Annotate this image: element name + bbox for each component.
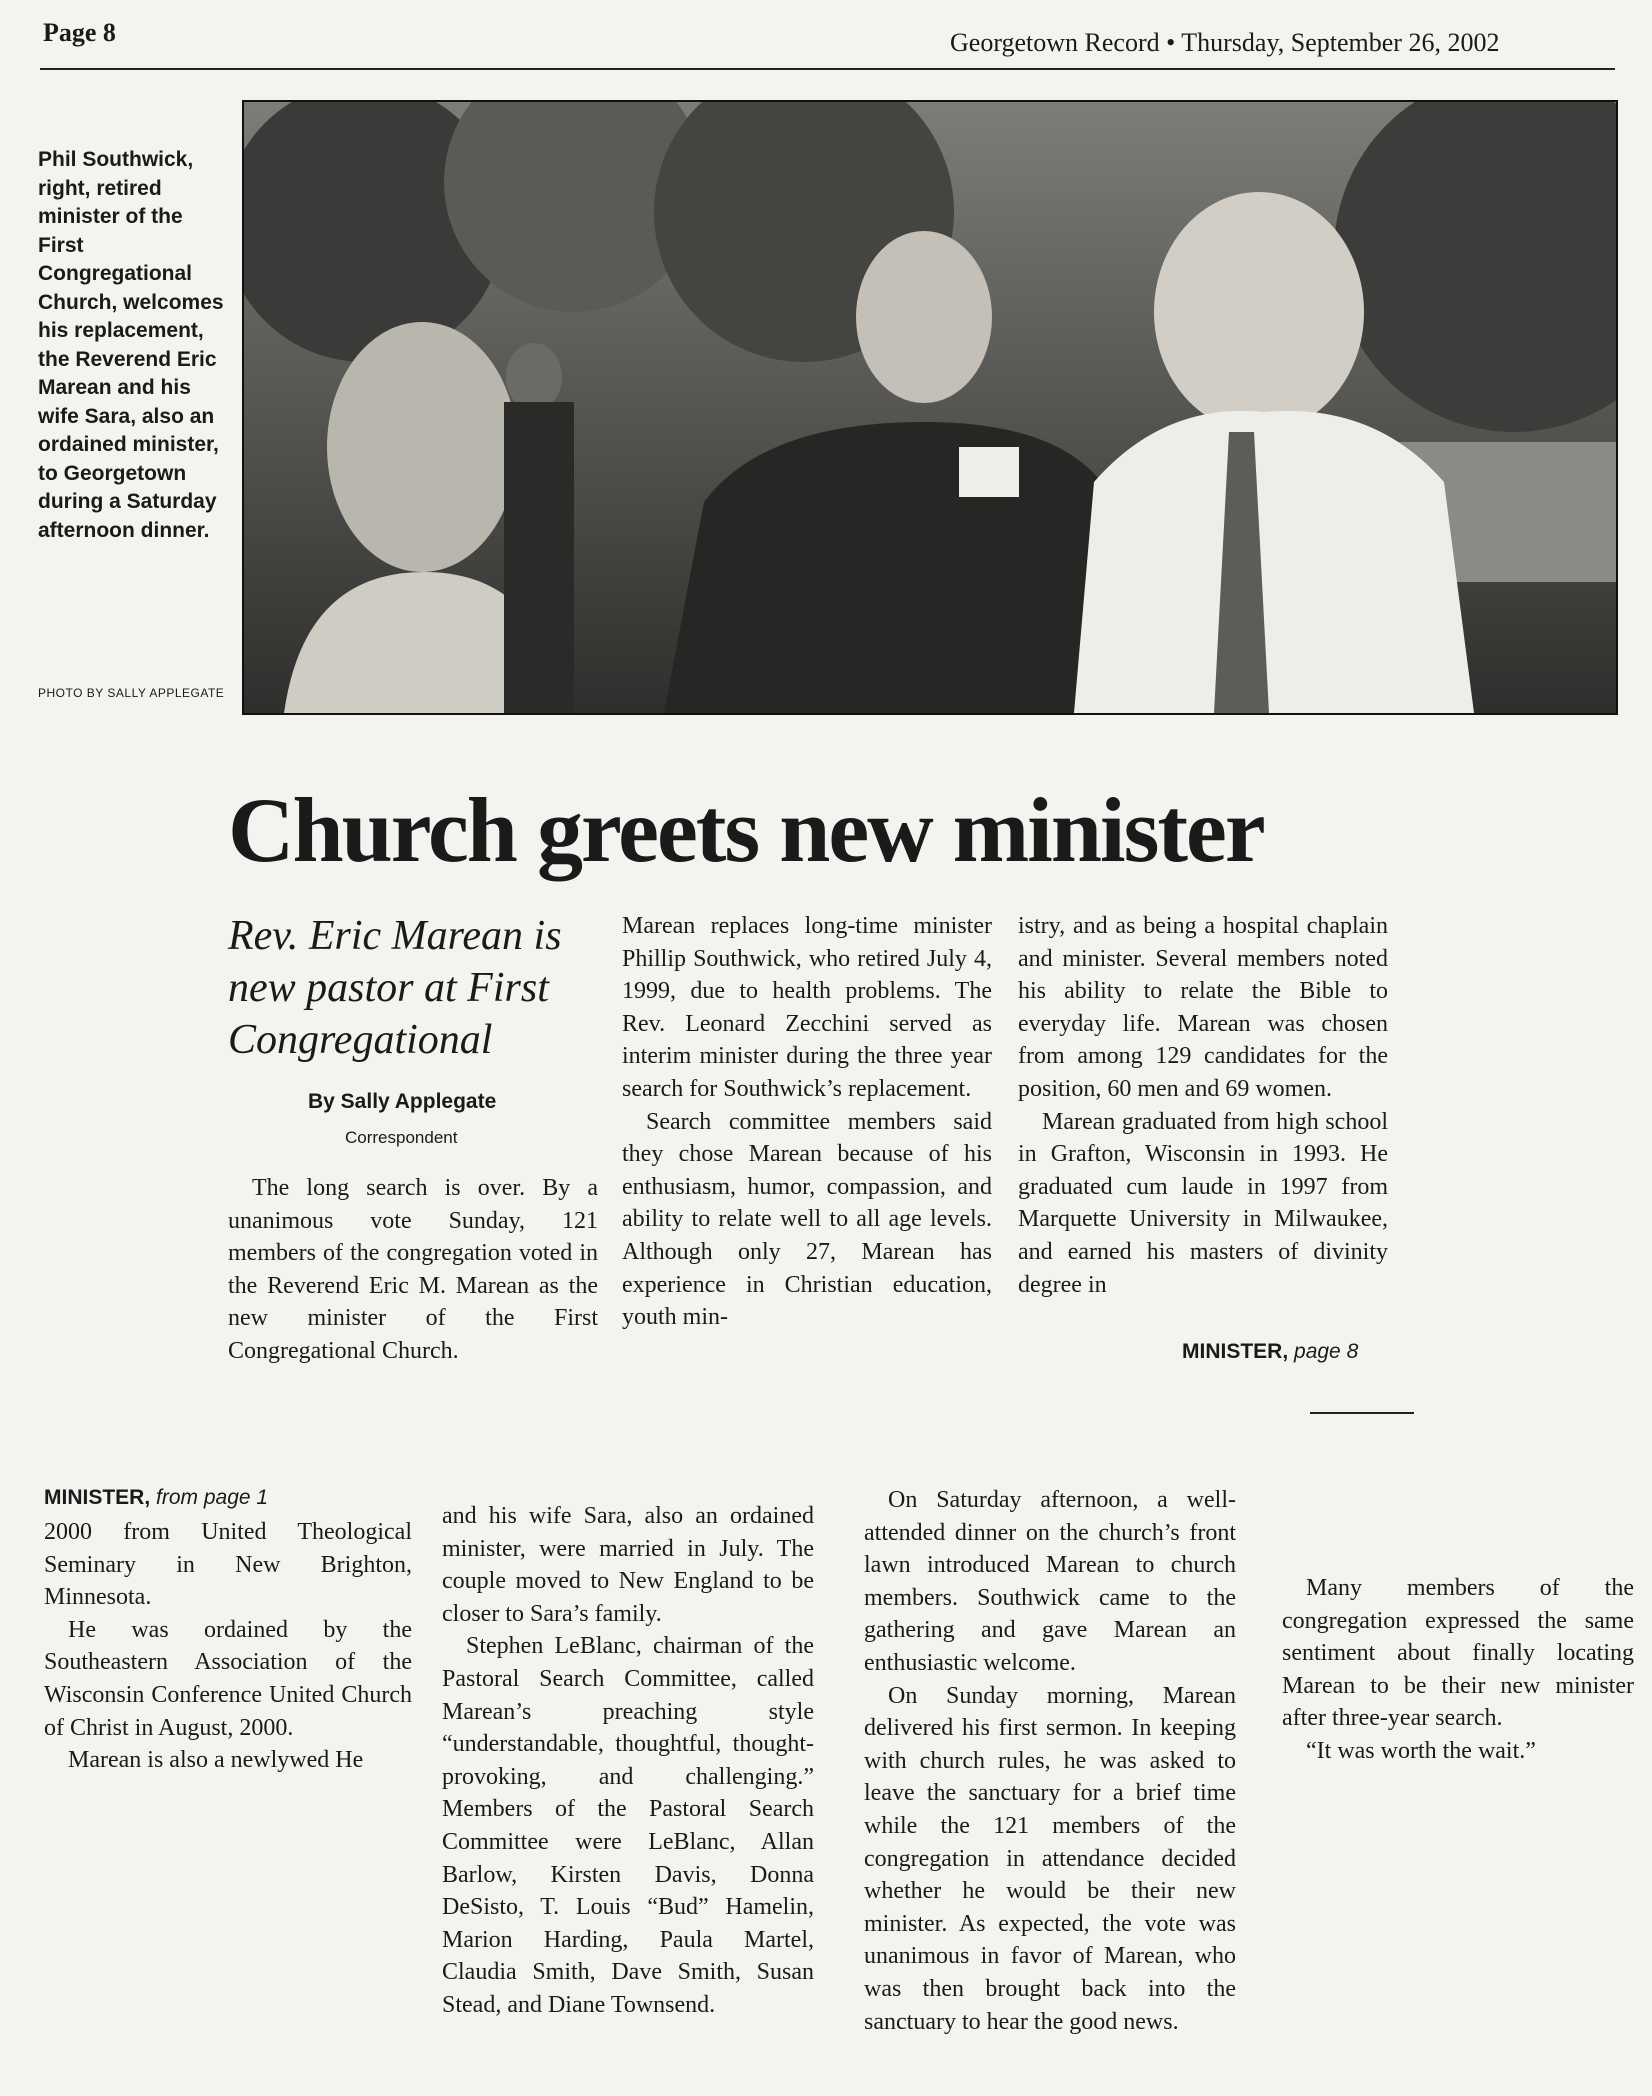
news-photo xyxy=(242,100,1618,715)
headline: Church greets new minister xyxy=(228,779,1264,881)
byline: By Sally Applegate xyxy=(308,1090,497,1113)
jump-page: page 8 xyxy=(1294,1340,1359,1363)
byline-title: Correspondent xyxy=(345,1128,458,1147)
section-divider xyxy=(1310,1412,1414,1414)
paragraph: He was ordained by the Southeastern Association of the Wisconsin Conference United Church of Christ in August, 2000. xyxy=(44,1616,412,1741)
jump-line-in[interactable] xyxy=(44,1486,268,1510)
jump-label: MINISTER, xyxy=(44,1486,151,1509)
article-column-3 xyxy=(1018,910,1388,1301)
paragraph: Marean graduated from high school in Grafton, Wisconsin in 1993. He graduated cum laude in 1997 from Marquette University in Milwaukee, and earned his masters of divinity degree in xyxy=(1018,1108,1388,1298)
paragraph: 2000 from United Theological Seminary in New Brighton, Minnesota. xyxy=(44,1519,412,1611)
paragraph: and his wife Sara, also an ordained minister, were married in July. The couple moved to New England to be closer to Sara’s family. xyxy=(442,1503,814,1627)
paragraph: Stephen LeBlanc, chairman of the Pastoral Search Committee, called Marean’s preaching style “understandable, thoughtful, thought-provoking, and challenging.” Members of the Pastoral Search Committee were LeBlanc, Allan Barlow, Kirsten Davis, Donna DeSisto, T. Louis “Bud” Hamelin, Marion Harding, Paula Martel, Claudia Smith, Dave Smith, Susan Stead, and Diane Townsend. xyxy=(442,1633,814,2018)
continuation-column-3 xyxy=(864,1484,1236,2038)
dateline: Georgetown Record • Thursday, September 26, 2002 xyxy=(950,28,1500,57)
photo-illustration xyxy=(244,102,1616,713)
paragraph: Search committee members said they chose Marean because of his enthusiasm, humor, compassion, and ability to relate well to all age levels. Although only 27, Marean has experience in Christian education, youth min- xyxy=(622,1108,992,1331)
paragraph: On Sunday morning, Marean delivered his first sermon. In keeping with church rules, he was asked to leave the sanctuary for a brief time while the 121 members of the congregation in attendance decided whether he would be their new minister. As expected, the vote was unanimous in favor of Marean, who was then brought back into the sanctuary to hear the good news. xyxy=(864,1682,1236,2035)
photo-caption: Phil Southwick, right, retired minister of the First Congregational Church, welcomes his replacement, the Reverend Eric Marean and his wife Sara, also an ordained minister, to Georgetown during a Saturday afternoon dinner. xyxy=(38,148,224,542)
paragraph: The long search is over. By a unanimous vote Sunday, 121 members of the congregation voted in the Reverend Eric M. Marean as the new minister of the First Congregational Church. xyxy=(228,1175,598,1364)
paragraph: On Saturday afternoon, a well-attended dinner on the church’s front lawn introduced Marean to church members. Southwick came to the gathering and gave Marean an enthusiastic welcome. xyxy=(864,1487,1236,1676)
photo-credit: PHOTO BY SALLY APPLEGATE xyxy=(38,686,225,700)
paragraph: Marean is also a newlywed He xyxy=(68,1747,364,1774)
jump-page: from page 1 xyxy=(156,1486,269,1509)
paragraph: Marean replaces long-time minister Phillip Southwick, who retired July 4, 1999, due to health problems. The Rev. Leonard Zecchini served as interim minister during the three year search for Southwick’s replacement. xyxy=(622,913,992,1102)
paragraph: istry, and as being a hospital chaplain and minister. Several members noted his ability to relate the Bible to everyday life. Marean was chosen from among 129 candidates for the position, 60 men and 69 women. xyxy=(1018,913,1388,1102)
subheadline: Rev. Eric Marean is new pastor at First Congregational xyxy=(228,913,562,1063)
article-column-2 xyxy=(622,910,992,1334)
page-number: Page 8 xyxy=(43,18,116,47)
continuation-column-4 xyxy=(1282,1572,1634,1768)
paragraph: “It was worth the wait.” xyxy=(1306,1737,1536,1764)
paragraph: Many members of the congregation expressed the same sentiment about finally locating Marean to be their new minister after three-year search. xyxy=(1282,1575,1634,1732)
continuation-column-1 xyxy=(44,1516,412,1777)
article-column-1 xyxy=(228,1172,598,1368)
jump-line-out[interactable] xyxy=(1182,1340,1358,1364)
continuation-column-2 xyxy=(442,1500,814,2022)
jump-label: MINISTER, xyxy=(1182,1340,1289,1363)
